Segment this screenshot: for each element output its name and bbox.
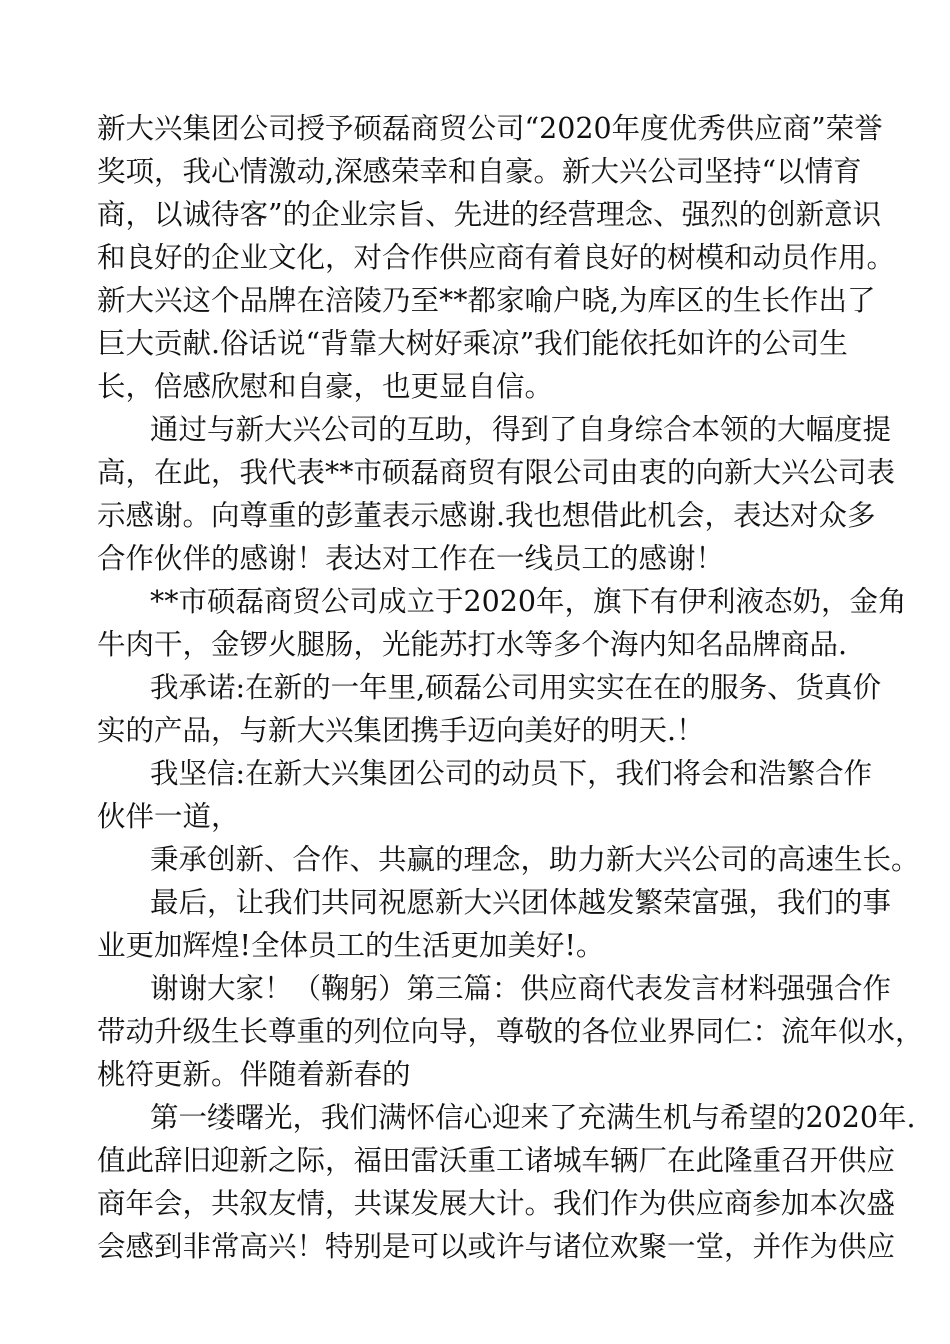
text-line: 会感到非常高兴！特别是可以或许与诸位欢聚一堂，并作为供应 (97, 1230, 896, 1263)
text-line: 商，以诚待客”的企业宗旨、先进的经营理念、强烈的创新意识 (97, 198, 882, 231)
text-line: 示感谢。向尊重的彭董表示感谢.我也想借此机会，表达对众多 (97, 499, 876, 532)
text-line: **市硕磊商贸公司成立于2020年，旗下有伊利液态奶，金角 (150, 585, 907, 618)
text-line: 我承诺:在新的一年里,硕磊公司用实实在在的服务、货真价 (150, 671, 882, 704)
text-line: 新大兴集团公司授予硕磊商贸公司“2020年度优秀供应商”荣誉 (97, 112, 883, 145)
text-line: 合作伙伴的感谢！表达对工作在一线员工的感谢！ (97, 542, 725, 575)
text-line: 伙伴一道， (97, 800, 240, 833)
text-line: 业更加辉煌!全体员工的生活更加美好!。 (97, 929, 605, 962)
text-line: 实的产品，与新大兴集团携手迈向美好的明天.！ (97, 714, 705, 747)
text-line: 通过与新大兴公司的互助，得到了自身综合本领的大幅度提 (150, 413, 892, 446)
text-line: 牛肉干，金锣火腿肠，光能苏打水等多个海内知名品牌商品. (97, 628, 848, 661)
text-line: 我坚信:在新大兴集团公司的动员下，我们将会和浩繁合作 (150, 757, 873, 790)
text-line: 第一缕曙光，我们满怀信心迎来了充满生机与希望的2020年. (150, 1101, 916, 1134)
text-line: 高，在此，我代表**市硕磊商贸有限公司由衷的向新大兴公司表 (97, 456, 896, 489)
text-line: 带动升级生长尊重的列位向导，尊敬的各位业界同仁：流年似水， (97, 1015, 924, 1048)
text-line: 新大兴这个品牌在涪陵乃至**都家喻户晓,为库区的生长作出了 (97, 284, 876, 317)
text-line: 奖项，我心情激动,深感荣幸和自豪。新大兴公司坚持“以情育 (97, 155, 862, 188)
text-line: 桃符更新。伴随着新春的 (97, 1058, 411, 1091)
text-line: 秉承创新、合作、共赢的理念，助力新大兴公司的高速生长。 (150, 843, 920, 876)
text-line: 值此辞旧迎新之际，福田雷沃重工诸城车辆厂在此隆重召开供应 (97, 1144, 896, 1177)
text-line: 长，倍感欣慰和自豪，也更显自信。 (97, 370, 554, 403)
text-line: 商年会，共叙友情，共谋发展大计。我们作为供应商参加本次盛 (97, 1187, 896, 1220)
text-line: 谢谢大家！（鞠躬）第三篇：供应商代表发言材料强强合作 (150, 972, 892, 1005)
text-line: 巨大贡献.俗话说“背靠大树好乘凉”我们能依托如许的公司生 (97, 327, 848, 360)
text-line: 最后，让我们共同祝愿新大兴团体越发繁荣富强，我们的事 (150, 886, 892, 919)
text-line: 和良好的企业文化，对合作供应商有着良好的树模和动员作用。 (97, 241, 896, 274)
